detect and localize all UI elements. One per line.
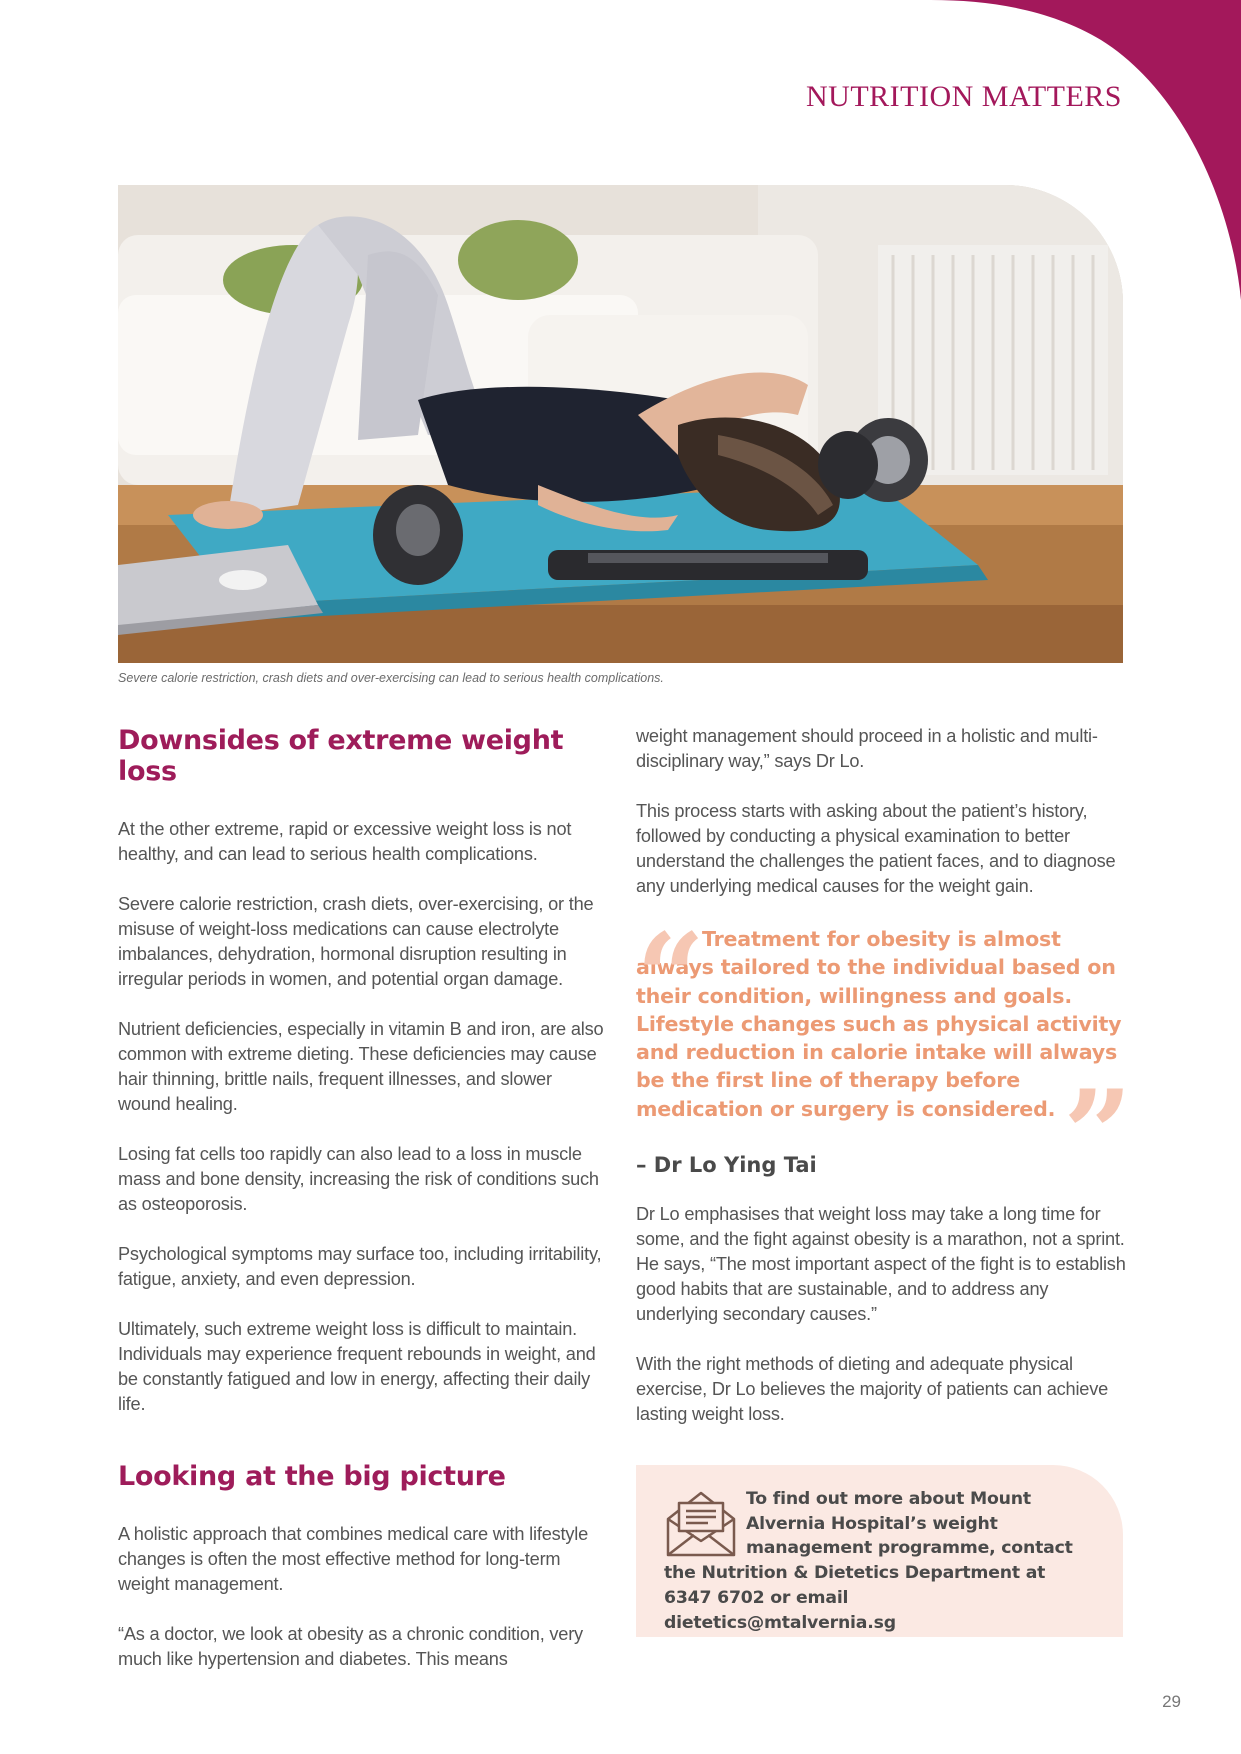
open-quote-mark: “ xyxy=(636,907,694,1048)
close-quote-mark: ” xyxy=(1063,1063,1121,1205)
paragraph: Dr Lo emphasises that weight loss may take a long time for some, and the fight against obesity is a marathon, not a sprint. He says, “The most important aspect of the fight is to establish good habits that are sustainable, and to address any underlying secondary causes.” xyxy=(636,1203,1126,1324)
paragraph: Severe calorie restriction, crash diets, over-exercising, or the misuse of weight-loss medications can cause electrolyte imbalances, dehydration, hormonal disruption resulting in irregular periods in women, and potential organ damage. xyxy=(118,894,594,989)
paragraph: Psychological symptoms may surface too, including irritability, fatigue, anxiety, and even depression. xyxy=(118,1244,602,1289)
paragraph: Ultimately, such extreme weight loss is difficult to maintain. Individuals may experience frequent rebounds in weight, and be constantly fatigued and low in energy, affecting their daily life. xyxy=(118,1319,596,1414)
hero-image xyxy=(118,185,1123,663)
pull-quote-body: Treatment for obesity is almost always tailored to the individual based on their condition, willingness and goals. Lifestyle changes such as physical activity and reduction in calorie intake will always be the first line of therapy before medication or surgery is considered. xyxy=(636,927,1122,1121)
paragraph: This process starts with asking about the patient’s history, followed by conducting a physical examination to better understand the challenges the patient faces, and to diagnose any underlying medical causes for the weight gain. xyxy=(636,801,1116,896)
heading-downsides: Downsides of extreme weight loss xyxy=(118,725,564,787)
contact-box xyxy=(636,1465,1123,1637)
paragraph: Losing fat cells too rapidly can also lead to a loss in muscle mass and bone density, increasing the risk of conditions such as osteoporosis. xyxy=(118,1144,599,1214)
paragraph: weight management should proceed in a holistic and multi-disciplinary way,” says Dr Lo. xyxy=(636,726,1098,771)
hero-caption: Severe calorie restriction, crash diets and over-exercising can lead to serious health complications. xyxy=(118,671,664,685)
paragraph: With the right methods of dieting and adequate physical exercise, Dr Lo believes the majority of patients can achieve lasting weight loss. xyxy=(636,1353,1109,1424)
paragraph: Nutrient deficiencies, especially in vitamin B and iron, are also common with extreme dieting. These deficiencies may cause hair thinning, brittle nails, frequent illnesses, and slower wound healing. xyxy=(118,1019,604,1114)
right-column xyxy=(636,724,1126,1427)
contact-message: To find out more about Mount Alvernia Hospital’s weight management programme, contact the Nutrition & Dietetics Department at 6347 6702 or email dietetics@mtalvernia.sg xyxy=(664,1489,1073,1633)
section-title: NUTRITION MATTERS xyxy=(806,80,1122,113)
contact-text xyxy=(664,1487,1084,1635)
paragraph: “As a doctor, we look at obesity as a chronic condition, very much like hypertension and diabetes. This means xyxy=(118,1624,583,1669)
left-column xyxy=(118,725,608,1672)
heading-big-picture: Looking at the big picture xyxy=(118,1461,506,1492)
paragraph: A holistic approach that combines medical care with lifestyle changes is often the most effective method for long-term weight management. xyxy=(118,1524,588,1594)
page-number: 29 xyxy=(1162,1692,1181,1711)
pull-quote xyxy=(636,907,1126,1205)
paragraph: At the other extreme, rapid or excessive weight loss is not healthy, and can lead to serious health complications. xyxy=(118,819,572,864)
quote-attribution: – Dr Lo Ying Tai xyxy=(636,1152,817,1177)
